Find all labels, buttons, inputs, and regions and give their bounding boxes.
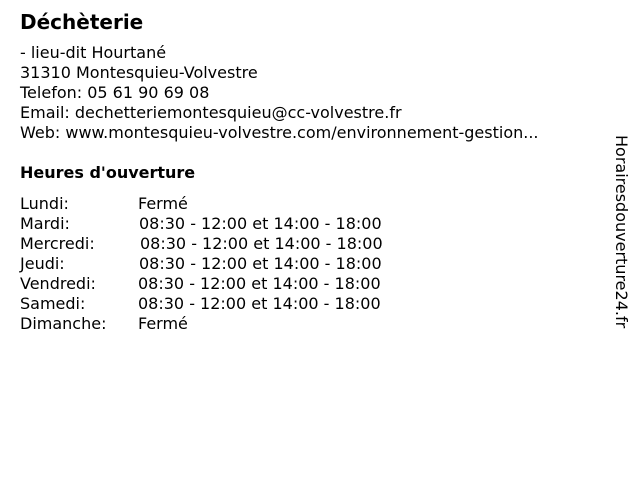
address-line-1: - lieu-dit Hourtané (20, 43, 167, 62)
contact-info (20, 43, 539, 143)
day-label: Samedi: (20, 294, 86, 313)
email-line: Email: dechetteriemontesquieu@cc-volvestre.fr (20, 103, 402, 122)
day-hours: 08:30 - 12:00 et 14:00 - 18:00 (139, 214, 382, 233)
watermark (611, 135, 635, 375)
day-label: Jeudi: (20, 254, 65, 273)
day-hours: 08:30 - 12:00 et 14:00 - 18:00 (139, 254, 382, 273)
watermark-text: Horairesdouverture24.fr (612, 135, 631, 329)
phone-line: Telefon: 05 61 90 69 08 (20, 83, 210, 102)
day-label: Mercredi: (20, 234, 95, 253)
day-hours: 08:30 - 12:00 et 14:00 - 18:00 (138, 274, 381, 293)
day-hours: 08:30 - 12:00 et 14:00 - 18:00 (138, 294, 381, 313)
day-hours: Fermé (138, 194, 188, 213)
hours-title: Heures d'ouverture (20, 163, 196, 182)
day-hours: Fermé (138, 314, 188, 333)
day-label: Dimanche: (20, 314, 107, 333)
web-line: Web: www.montesquieu-volvestre.com/environnement-gestion... (20, 123, 539, 142)
day-label: Lundi: (20, 194, 69, 213)
address-line-2: 31310 Montesquieu-Volvestre (20, 63, 258, 82)
day-label: Mardi: (20, 214, 70, 233)
page-title: Déchèterie (20, 10, 144, 34)
day-hours: 08:30 - 12:00 et 14:00 - 18:00 (140, 234, 383, 253)
day-label: Vendredi: (20, 274, 96, 293)
